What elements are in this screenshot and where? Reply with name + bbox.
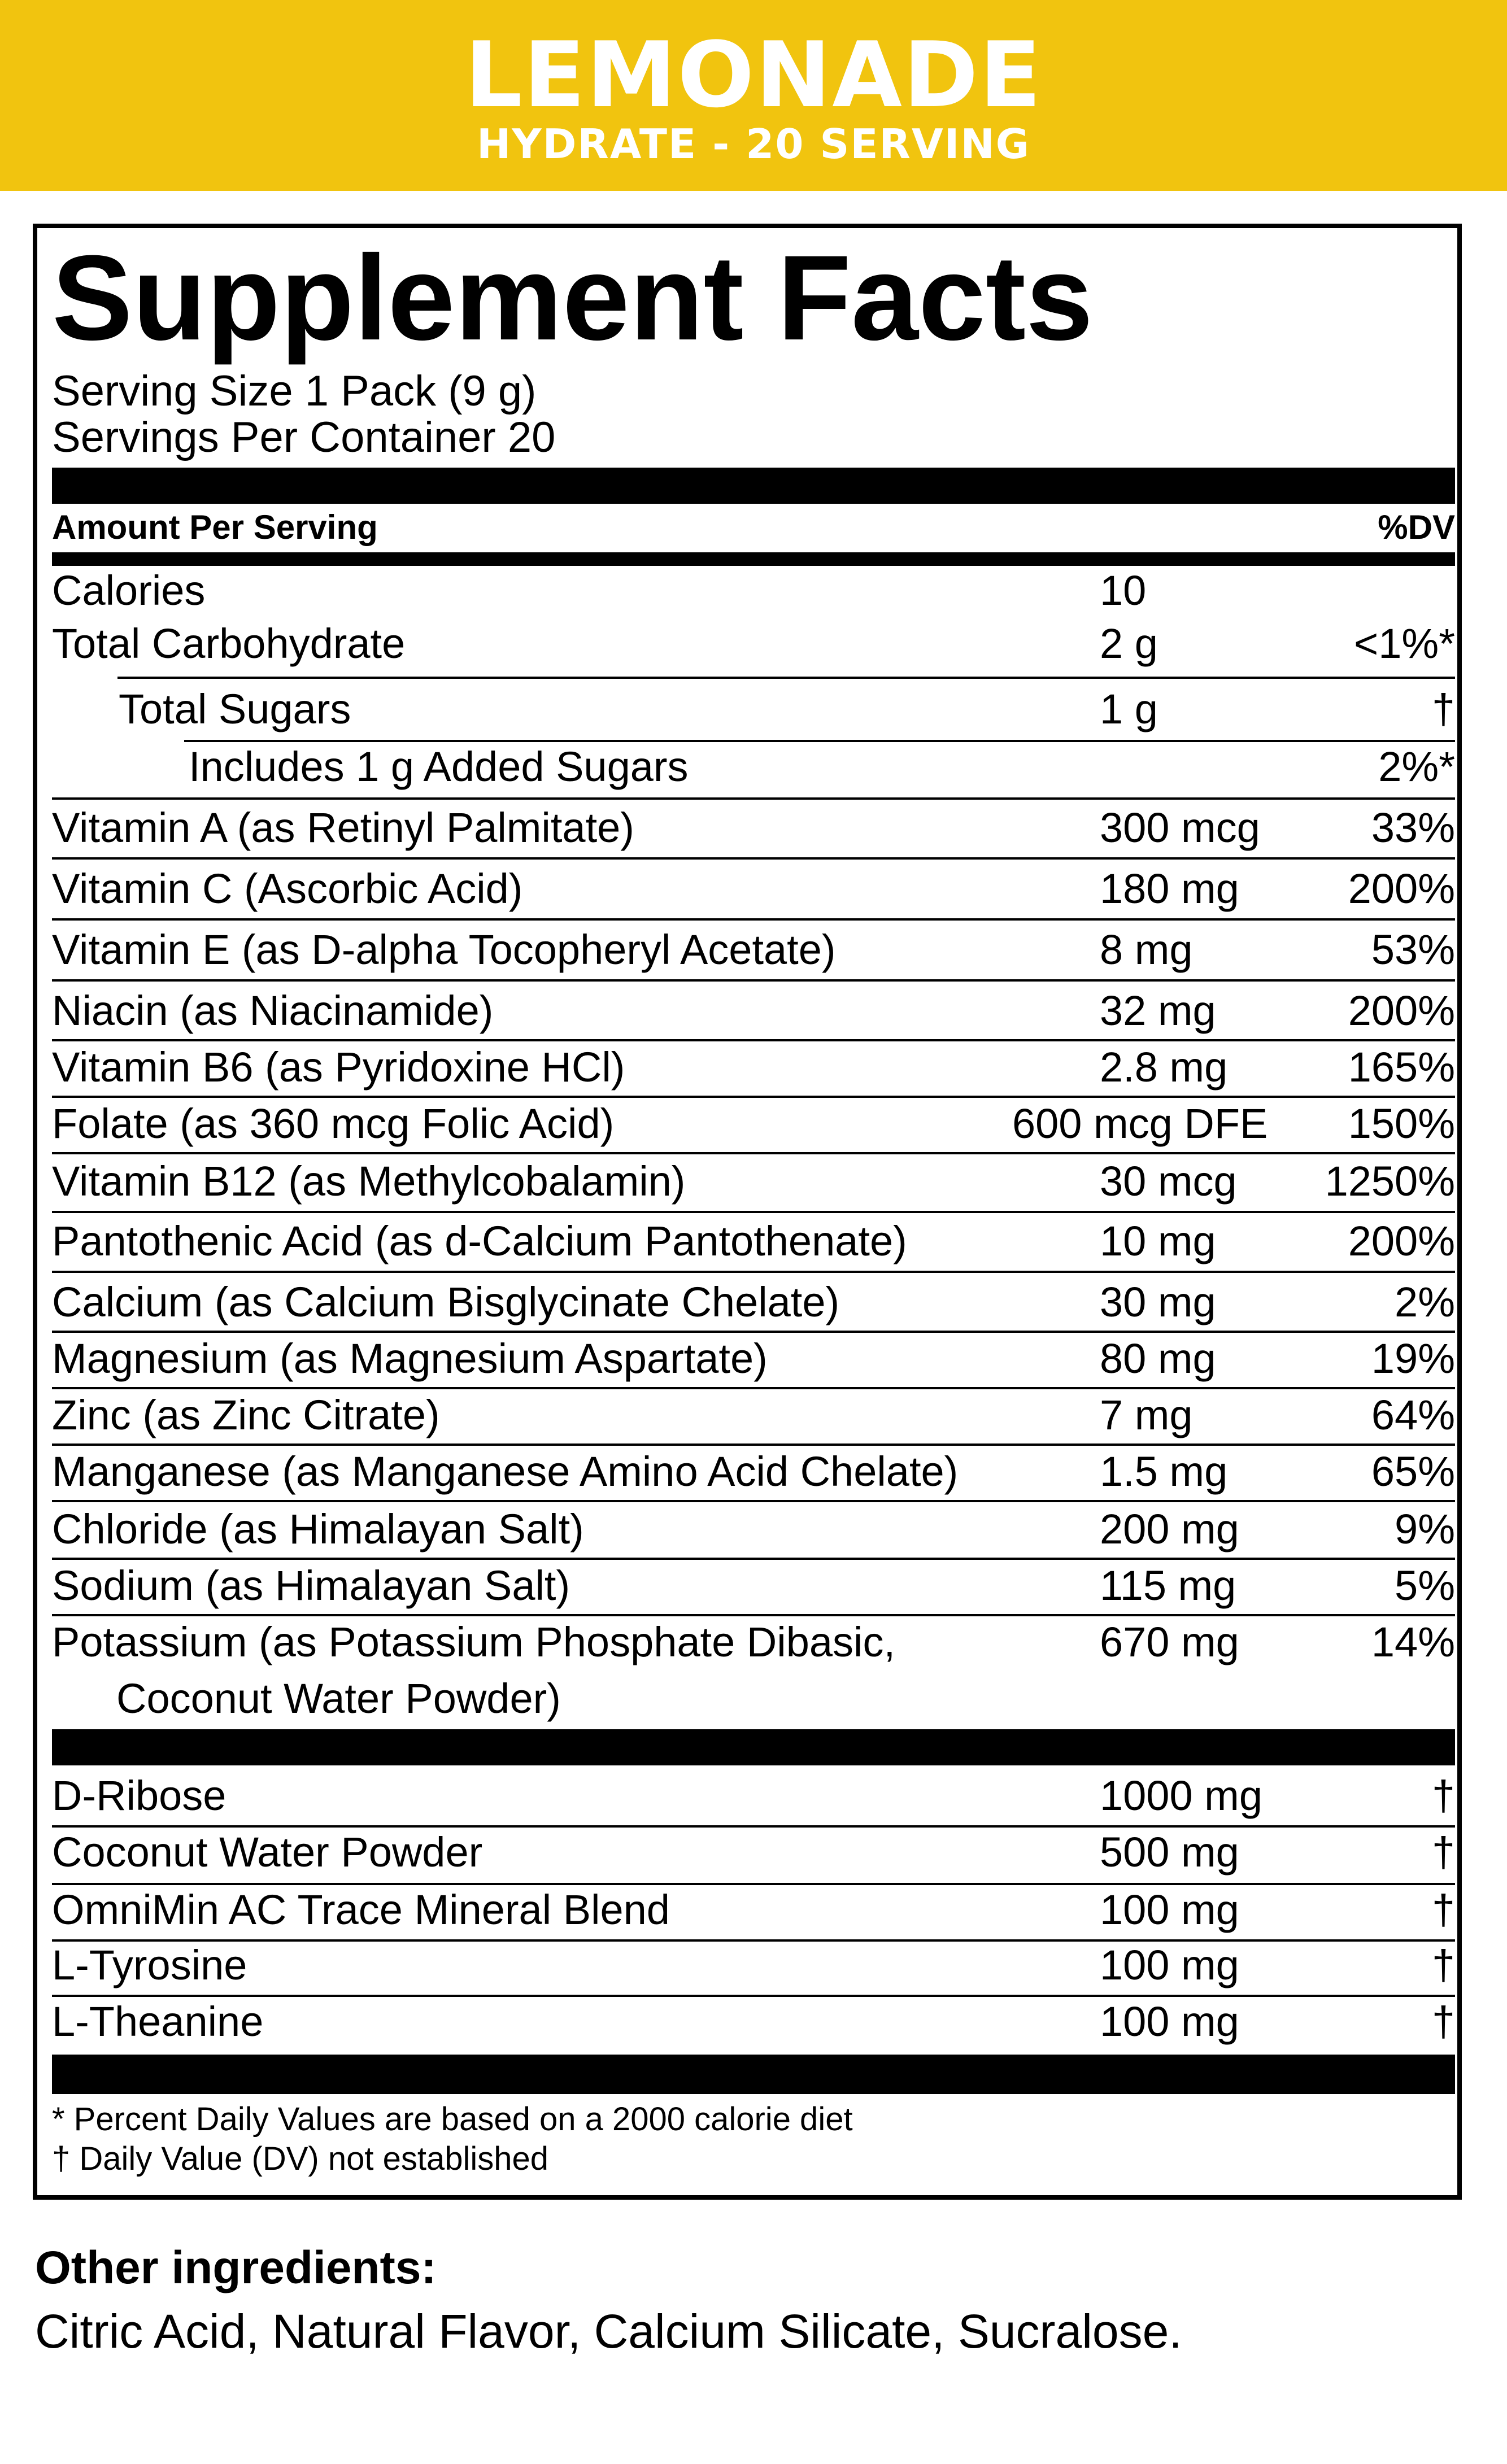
- nutrient-dv: †: [1431, 686, 1455, 732]
- nutrient-dv: 1250%: [1325, 1158, 1455, 1205]
- nutrient-dv: 19%: [1371, 1335, 1455, 1382]
- ingredient-name: D-Ribose: [52, 1772, 227, 1819]
- nutrient-name: Calcium (as Calcium Bisglycinate Chelate): [52, 1279, 840, 1325]
- nutrient-amount: 115 mg: [1100, 1562, 1236, 1609]
- nutrient-amount: 80 mg: [1100, 1335, 1216, 1382]
- row-divider: [52, 857, 1455, 860]
- row-divider: [52, 1939, 1455, 1942]
- nutrient-name: Sodium (as Himalayan Salt): [52, 1562, 570, 1609]
- nutrient-amount: 10 mg: [1100, 1218, 1216, 1264]
- ingredient-amount: 500 mg: [1100, 1829, 1239, 1876]
- nutrient-amount: 1 g: [1100, 686, 1158, 732]
- row-divider: [52, 1883, 1455, 1885]
- row-divider: [52, 1039, 1455, 1041]
- serving-size: Serving Size 1 Pack (9 g): [52, 367, 537, 415]
- flavor-subtitle: HYDRATE - 20 SERVING: [477, 120, 1030, 168]
- nutrient-dv: <1%*: [1354, 620, 1455, 667]
- nutrient-name: Vitamin C (Ascorbic Acid): [52, 865, 523, 912]
- nutrient-name: Potassium (as Potassium Phosphate Dibasic,: [52, 1619, 896, 1665]
- nutrient-name: Magnesium (as Magnesium Aspartate): [52, 1335, 768, 1382]
- nutrient-dv: 2%*: [1378, 743, 1455, 790]
- nutrient-dv: 64%: [1371, 1392, 1455, 1438]
- row-divider: [52, 1500, 1455, 1502]
- nutrient-dv: 200%: [1348, 865, 1455, 912]
- flavor-title: LEMONADE: [464, 22, 1043, 128]
- ingredient-name: OmniMin AC Trace Mineral Blend: [52, 1886, 670, 1933]
- ingredient-amount: 100 mg: [1100, 1998, 1239, 2045]
- nutrient-dv: 14%: [1371, 1619, 1455, 1665]
- nutrient-dv: 200%: [1348, 1218, 1455, 1264]
- nutrient-amount: 2 g: [1100, 620, 1158, 667]
- nutrient-dv: 65%: [1371, 1448, 1455, 1495]
- nutrient-dv: 165%: [1348, 1044, 1455, 1091]
- nutrient-amount: 300 mcg: [1100, 804, 1260, 851]
- nutrient-amount: 7 mg: [1100, 1392, 1193, 1438]
- nutrient-dv: 150%: [1348, 1100, 1455, 1147]
- nutrient-name-continuation: Coconut Water Powder): [116, 1675, 561, 1722]
- row-divider: [52, 1271, 1455, 1273]
- ingredient-dv: †: [1431, 1829, 1455, 1876]
- ingredient-amount: 100 mg: [1100, 1942, 1239, 1988]
- medium-divider: [52, 552, 1455, 566]
- ingredient-name: L-Tyrosine: [52, 1942, 247, 1988]
- nutrient-amount: 670 mg: [1100, 1619, 1239, 1665]
- nutrient-name: Vitamin B6 (as Pyridoxine HCl): [52, 1044, 625, 1091]
- nutrient-amount: 1.5 mg: [1100, 1448, 1228, 1495]
- nutrient-name: Folate (as 360 mcg Folic Acid): [52, 1100, 615, 1147]
- servings-per-container: Servings Per Container 20: [52, 413, 556, 461]
- amount-per-serving-header: Amount Per Serving: [52, 508, 378, 546]
- nutrient-name: Calories: [52, 567, 206, 614]
- ingredient-dv: †: [1431, 1772, 1455, 1819]
- row-divider: [52, 1152, 1455, 1154]
- panel-title: Supplement Facts: [52, 230, 1094, 365]
- row-divider: [52, 1995, 1455, 1997]
- footnote-dv: * Percent Daily Values are based on a 2000 calorie diet: [52, 2101, 853, 2138]
- other-ingredients-label: Other ingredients:: [35, 2242, 437, 2293]
- nutrient-amount: 32 mg: [1100, 987, 1216, 1034]
- nutrient-dv: 33%: [1371, 804, 1455, 851]
- footnote-dagger: † Daily Value (DV) not established: [52, 2140, 549, 2177]
- nutrient-name: Vitamin B12 (as Methylcobalamin): [52, 1158, 686, 1205]
- nutrient-amount: 2.8 mg: [1100, 1044, 1228, 1091]
- nutrient-amount: 10: [1100, 567, 1147, 614]
- nutrient-amount: 30 mg: [1100, 1279, 1216, 1325]
- nutrient-amount: 8 mg: [1100, 926, 1193, 973]
- nutrient-name: Zinc (as Zinc Citrate): [52, 1392, 440, 1438]
- row-divider: [52, 979, 1455, 982]
- nutrient-name: Includes 1 g Added Sugars: [189, 743, 689, 790]
- row-divider: [52, 1558, 1455, 1560]
- nutrient-dv: 2%: [1395, 1279, 1455, 1325]
- nutrient-name: Chloride (as Himalayan Salt): [52, 1506, 584, 1552]
- flavor-banner: [0, 0, 1507, 191]
- nutrient-name: Pantothenic Acid (as d-Calcium Pantothenate): [52, 1218, 907, 1264]
- row-divider: [52, 1096, 1455, 1098]
- nutrient-name: Total Sugars: [119, 686, 351, 732]
- thick-divider: [52, 1729, 1455, 1765]
- row-divider: [117, 677, 1455, 679]
- nutrient-amount: 600 mcg DFE: [1012, 1100, 1268, 1147]
- row-divider: [52, 1331, 1455, 1333]
- ingredient-name: L-Theanine: [52, 1998, 264, 2045]
- other-ingredients-text: Citric Acid, Natural Flavor, Calcium Silicate, Sucralose.: [35, 2305, 1182, 2358]
- nutrient-name: Vitamin A (as Retinyl Palmitate): [52, 804, 634, 851]
- row-divider: [52, 797, 1455, 800]
- row-divider: [52, 918, 1455, 921]
- row-divider: [184, 740, 1455, 742]
- nutrient-name: Niacin (as Niacinamide): [52, 987, 494, 1034]
- nutrient-amount: 200 mg: [1100, 1506, 1239, 1552]
- row-divider: [52, 1825, 1455, 1828]
- nutrient-amount: 30 mcg: [1100, 1158, 1237, 1205]
- ingredient-dv: †: [1431, 1886, 1455, 1933]
- row-divider: [52, 1387, 1455, 1389]
- nutrient-amount: 180 mg: [1100, 865, 1239, 912]
- ingredient-dv: †: [1431, 1998, 1455, 2045]
- nutrient-name: Total Carbohydrate: [52, 620, 406, 667]
- ingredient-dv: †: [1431, 1942, 1455, 1988]
- nutrient-name: Manganese (as Manganese Amino Acid Chelate): [52, 1448, 959, 1495]
- nutrient-dv: 53%: [1371, 926, 1455, 973]
- row-divider: [52, 1443, 1455, 1446]
- ingredient-name: Coconut Water Powder: [52, 1829, 483, 1876]
- nutrient-dv: 9%: [1395, 1506, 1455, 1552]
- thick-divider: [52, 468, 1455, 504]
- thick-divider: [52, 2055, 1455, 2094]
- ingredient-amount: 100 mg: [1100, 1886, 1239, 1933]
- nutrient-dv: 200%: [1348, 987, 1455, 1034]
- dv-header: %DV: [1378, 508, 1455, 546]
- row-divider: [52, 1211, 1455, 1213]
- nutrient-dv: 5%: [1395, 1562, 1455, 1609]
- ingredient-amount: 1000 mg: [1100, 1772, 1262, 1819]
- row-divider: [52, 1614, 1455, 1616]
- nutrient-name: Vitamin E (as D-alpha Tocopheryl Acetate): [52, 926, 836, 973]
